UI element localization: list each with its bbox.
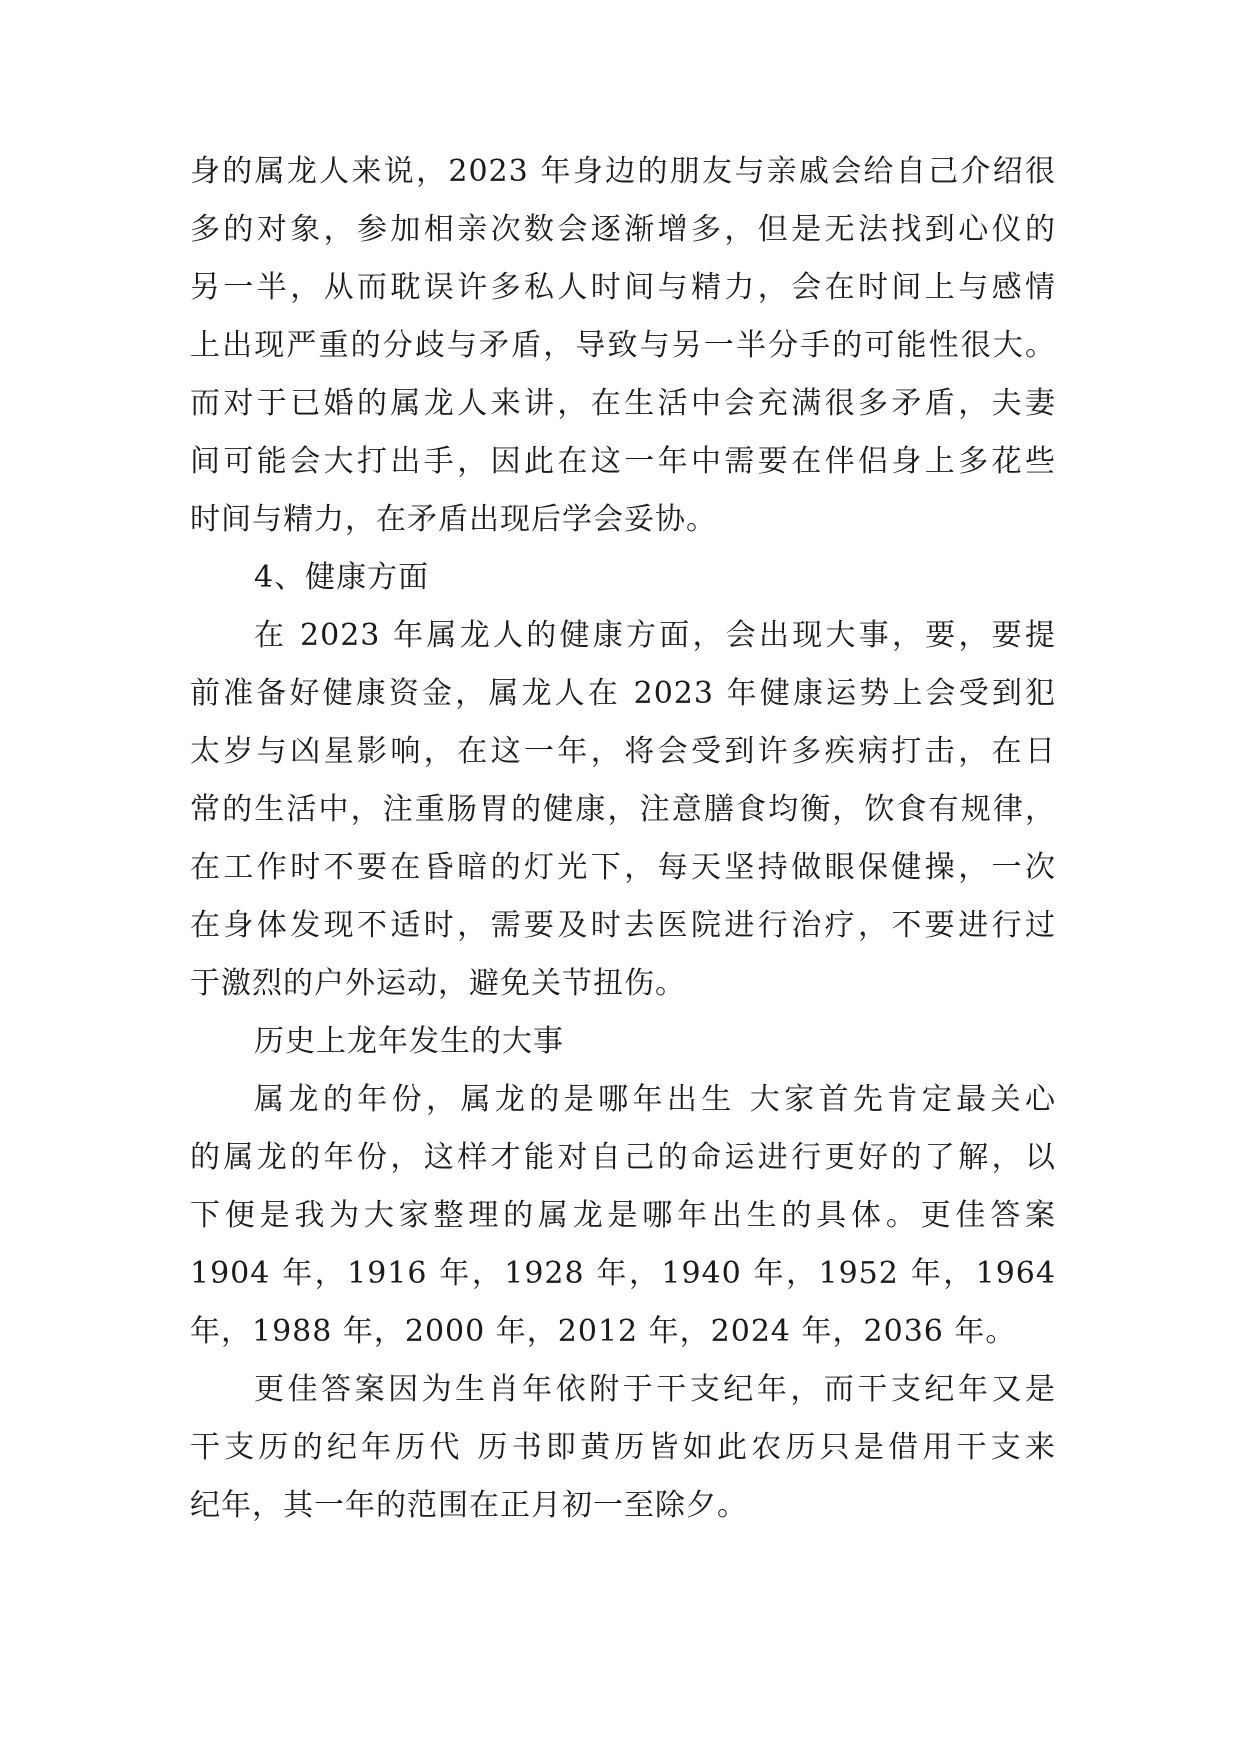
paragraph-line: 前准备好健康资金，属龙人在 2023 年健康运势上会受到犯 [190, 676, 1056, 711]
paragraph-line: 另一半，从而耽误许多私人时间与精力，会在时间上与感情 [190, 270, 1056, 305]
paragraph-line: 上出现严重的分歧与矛盾，导致与另一半分手的可能性很大。 [190, 328, 1056, 363]
paragraph-line: 多的对象，参加相亲次数会逐渐增多，但是无法找到心仪的 [190, 212, 1056, 247]
paragraph-line: 于激烈的户外运动，避免关节扭伤。 [190, 966, 686, 1001]
paragraph-line: 在工作时不要在昏暗的灯光下，每天坚持做眼保健操，一次 [190, 850, 1056, 885]
paragraph-line: 干支历的纪年历代 历书即黄历皆如此农历只是借用干支来 [190, 1430, 1056, 1465]
paragraph-line: 年，1988 年，2000 年，2012 年，2024 年，2036 年。 [190, 1314, 1017, 1349]
paragraph-line: 纪年，其一年的范围在正月初一至除夕。 [190, 1488, 748, 1523]
paragraph-line: 更佳答案因为生肖年依附于干支纪年，而干支纪年又是 [254, 1372, 1056, 1407]
paragraph-line: 身的属龙人来说，2023 年身边的朋友与亲戚会给自己介绍很 [190, 154, 1056, 189]
paragraph-line: 在身体发现不适时，需要及时去医院进行治疗，不要进行过 [190, 908, 1056, 943]
section-heading: 历史上龙年发生的大事 [254, 1024, 564, 1059]
paragraph-line: 的属龙的年份，这样才能对自己的命运进行更好的了解，以 [190, 1140, 1056, 1175]
paragraph-line: 太岁与凶星影响，在这一年，将会受到许多疾病打击，在日 [190, 734, 1056, 769]
paragraph-line: 时间与精力，在矛盾出现后学会妥协。 [190, 502, 717, 537]
paragraph-line: 在 2023 年属龙人的健康方面，会出现大事，要，要提 [254, 618, 1056, 653]
paragraph-line: 属龙的年份，属龙的是哪年出生 大家首先肯定最关心 [254, 1082, 1056, 1117]
section-heading: 4、健康方面 [254, 560, 430, 595]
paragraph-line: 下便是我为大家整理的属龙是哪年出生的具体。更佳答案 [190, 1198, 1056, 1233]
paragraph-line: 间可能会大打出手，因此在这一年中需要在伴侣身上多花些 [190, 444, 1056, 479]
paragraph-line: 常的生活中，注重肠胃的健康，注意膳食均衡，饮食有规律， [190, 792, 1056, 827]
paragraph-line: 1904 年，1916 年，1928 年，1940 年，1952 年，1964 [190, 1256, 1056, 1291]
paragraph-line: 而对于已婚的属龙人来讲，在生活中会充满很多矛盾，夫妻 [190, 386, 1056, 421]
